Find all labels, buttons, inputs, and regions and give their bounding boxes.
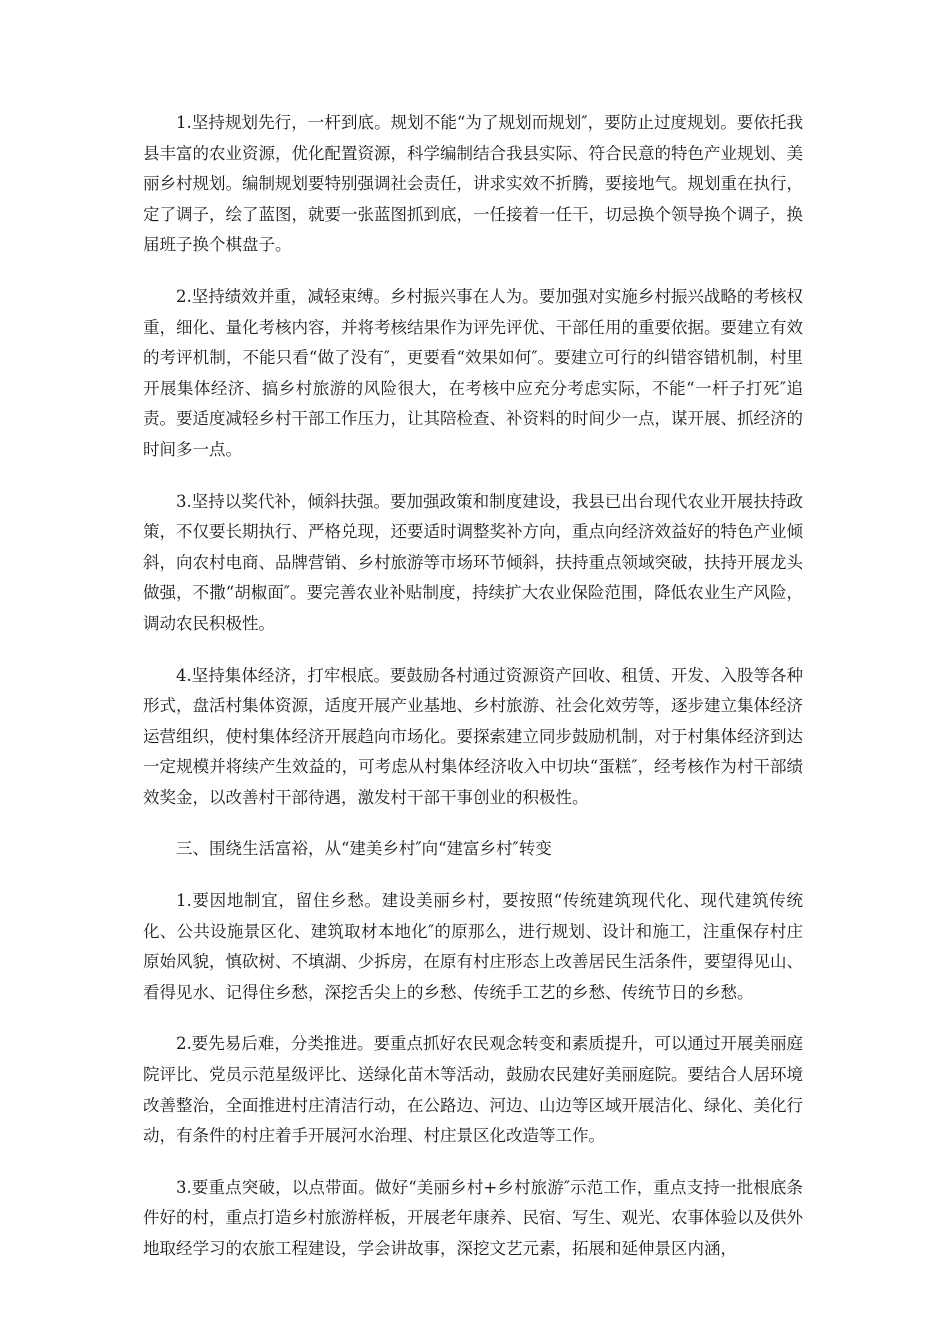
paragraph-subsidy: 3.坚持以奖代补，倾斜扶强。要加强政策和制度建设，我县已出台现代农业开展扶持政策，不仅要长期执行、严格兑现，还要适时调整奖补方向，重点向经济效益好的特色产业倾斜，向农村电商、品牌营销、乡村旅游等市场环节倾斜，扶持重点领域突破，扶持开展龙头做强，不撒“胡椒面″。要完善农业补贴制度，持续扩大农业保险范围，降低农业生产风险，调动农民积极性。 — [143, 491, 803, 633]
paragraph-key-breakthrough: 3.要重点突破，以点带面。做好“美丽乡村+乡村旅游″示范工作，重点支持一批根底条件好的村，重点打造乡村旅游样板，开展老年康养、民宿、写生、观光、农事体验以及供外地取经学习的农旅工程建设，学会讲故事，深挖文艺元素，拓展和延伸景区内涵， — [143, 1177, 803, 1258]
paragraph-local-conditions: 1.要因地制宜，留住乡愁。建设美丽乡村，要按照“传统建筑现代化、现代建筑传统化、公共设施景区化、建筑取材本地化″的原那么，进行规划、设计和施工，注重保存村庄原始风貌，慎砍树、不填湖、少拆房，在原有村庄形态上改善居民生活条件，要望得见山、看得见水、记得住乡愁，深挖舌尖上的乡愁、传统手工艺的乡愁、传统节日的乡愁。 — [143, 891, 803, 1002]
paragraph-easy-first: 2.要先易后难，分类推进。要重点抓好农民观念转变和素质提升，可以通过开展美丽庭院评比、党员示范星级评比、送绿化苗木等活动，鼓励农民建好美丽庭院。要结合人居环境改善整治，全面推进村庄清洁行动，在公路边、河边、山边等区域开展洁化、绿化、美化行动，有条件的村庄着手开展河水治理、村庄景区化改造等工作。 — [143, 1034, 803, 1146]
document-body — [143, 108, 803, 1286]
paragraph-planning: 1.坚持规划先行，一杆到底。规划不能“为了规划而规划″，要防止过度规划。要依托我县丰富的农业资源，优化配置资源，科学编制结合我县实际、符合民意的特色产业规划、美丽乡村规划。编制规划要特别强调社会责任，讲求实效不折腾，要接地气。规划重在执行，定了调子，绘了蓝图，就要一张蓝图抓到底，一任接着一任干，切忌换个领导换个调子，换届班子换个棋盘子。 — [143, 113, 803, 255]
section-heading-3: 三、围绕生活富裕，从“建美乡村″向“建富乡村″转变 — [176, 839, 552, 859]
paragraph-collective-economy: 4.坚持集体经济，打牢根底。要鼓励各村通过资源资产回收、租赁、开发、入股等各种形式，盘活村集体资源，适度开展产业基地、乡村旅游、社会化效劳等，逐步建立集体经济运营组织，使村集体经济开展趋向市场化。要探索建立同步鼓励机制，对于村集体经济到达一定规模并将续产生效益的，可考虑从村集体经济收入中切块“蛋糕″，经考核作为村干部绩效奖金，以改善村干部待遇，激发村干部干事创业的积极性。 — [143, 665, 803, 807]
paragraph-performance: 2.坚持绩效并重，减轻束缚。乡村振兴事在人为。要加强对实施乡村振兴战略的考核权重，细化、量化考核内容，并将考核结果作为评先评优、干部任用的重要依据。要建立有效的考评机制，不能只看“做了没有″，更要看“效果如何″。要建立可行的纠错容错机制，村里开展集体经济、搞乡村旅游的风险很大，在考核中应充分考虑实际，不能“一杆子打死″追责。要适度减轻乡村干部工作压力，让其陪检查、补资料的时间少一点，谋开展、抓经济的时间多一点。 — [143, 286, 803, 459]
